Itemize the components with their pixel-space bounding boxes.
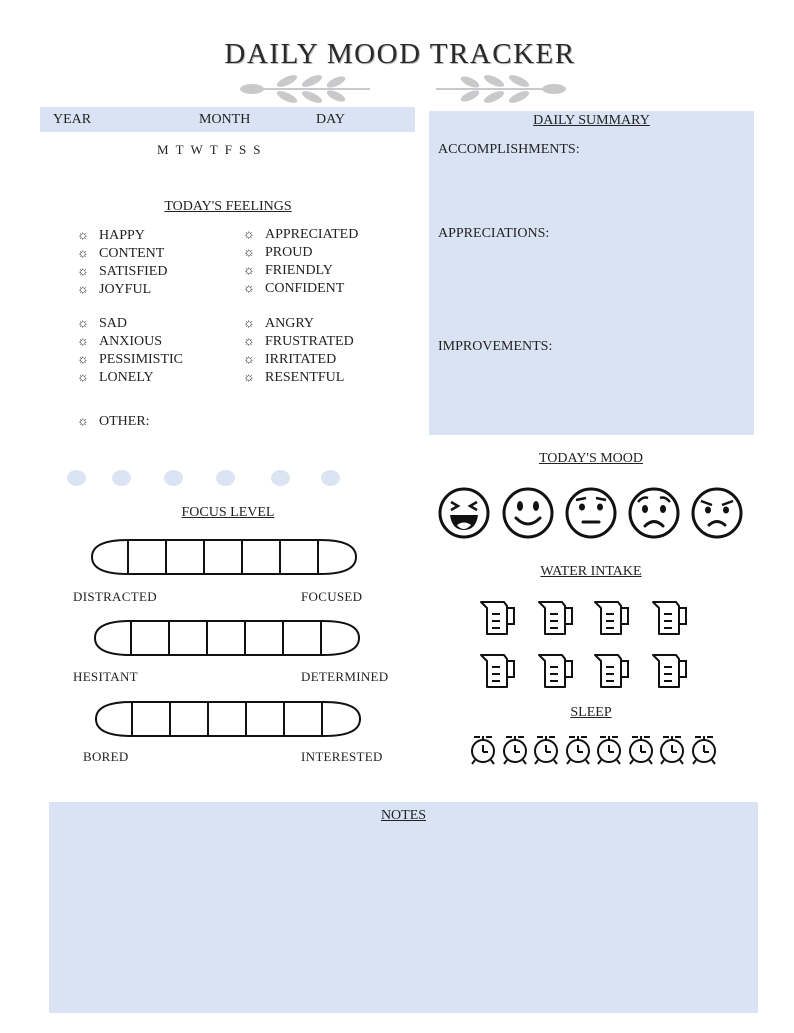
neutral-face-icon[interactable] [564, 485, 618, 541]
alarm-clock-icon[interactable] [468, 734, 498, 771]
laughing-face-icon[interactable] [437, 485, 491, 541]
focus-scale-1-left-label: DISTRACTED [73, 589, 157, 604]
alarm-clock-icon[interactable] [594, 734, 624, 771]
measuring-cup-icon[interactable] [592, 598, 632, 643]
focus-scale-2-left-label: HESITANT [73, 669, 138, 684]
decorative-dot [112, 470, 131, 486]
daily-summary-panel [429, 111, 754, 435]
daily-summary-heading: DAILY SUMMARY [533, 113, 650, 128]
decorative-dot [67, 470, 86, 486]
sun-icon: ☼ [243, 280, 255, 295]
water-heading: WATER INTAKE [540, 564, 642, 579]
weekday-sun[interactable]: S [253, 142, 268, 157]
sun-icon: ☼ [243, 351, 255, 366]
feeling-confident[interactable]: ☼ CONFIDENT [243, 280, 345, 296]
sun-icon: ☼ [243, 333, 255, 348]
sun-icon: ☼ [243, 244, 255, 259]
feeling-appreciated[interactable]: ☼ APPRECIATED [243, 226, 359, 242]
feeling-content[interactable]: ☼ CONTENT [77, 245, 165, 261]
sun-icon: ☼ [77, 351, 89, 366]
mood-heading: TODAY'S MOOD [538, 451, 644, 466]
sun-icon: ☼ [77, 227, 89, 242]
date-bar [40, 107, 415, 132]
sun-icon: ☼ [243, 369, 255, 384]
decorative-dot [164, 470, 183, 486]
left-laurel-ornament-icon [232, 73, 372, 105]
sun-icon: ☼ [77, 281, 89, 296]
feeling-angry[interactable]: ☼ ANGRY [243, 315, 315, 331]
accomplishments-label[interactable]: ACCOMPLISHMENTS: [438, 142, 580, 157]
weekday-thu[interactable]: T [209, 142, 225, 157]
feeling-sad[interactable]: ☼ SAD [77, 315, 128, 331]
sun-icon: ☼ [77, 315, 89, 330]
decorative-dot [271, 470, 290, 486]
smiling-face-icon[interactable] [501, 485, 555, 541]
decorative-dot [321, 470, 340, 486]
year-field[interactable]: YEAR [53, 112, 92, 127]
sun-icon: ☼ [243, 262, 255, 277]
alarm-clock-icon[interactable] [563, 734, 593, 771]
feeling-pessimistic[interactable]: ☼ PESSIMISTIC [77, 351, 184, 367]
notes-panel[interactable] [49, 802, 758, 1013]
alarm-clock-icon[interactable] [531, 734, 561, 771]
weekday-row [157, 142, 267, 158]
measuring-cup-icon[interactable] [592, 651, 632, 696]
feeling-friendly[interactable]: ☼ FRIENDLY [243, 262, 333, 278]
weekday-tue[interactable]: T [175, 142, 191, 157]
alarm-clock-icon[interactable] [689, 734, 719, 771]
focus-scale-1[interactable] [90, 538, 358, 576]
measuring-cup-icon[interactable] [478, 598, 518, 643]
measuring-cup-icon[interactable] [650, 651, 690, 696]
improvements-label[interactable]: IMPROVEMENTS: [438, 339, 553, 354]
page-title: DAILY MOOD TRACKER [224, 38, 576, 70]
weekday-fri[interactable]: F [224, 142, 239, 157]
month-field[interactable]: MONTH [199, 112, 251, 127]
sun-icon: ☼ [77, 263, 89, 278]
focus-scale-1-right-label: FOCUSED [301, 589, 363, 604]
weekday-mon[interactable]: M [157, 142, 176, 157]
feelings-right-group-1 [243, 225, 358, 297]
focus-scale-3-right-label: INTERESTED [301, 749, 383, 764]
angry-face-icon[interactable] [690, 485, 744, 541]
feeling-frustrated[interactable]: ☼ FRUSTRATED [243, 333, 354, 349]
measuring-cup-icon[interactable] [536, 598, 576, 643]
feeling-lonely[interactable]: ☼ LONELY [77, 369, 154, 385]
focus-scale-3[interactable] [94, 700, 362, 738]
sun-icon: ☼ [77, 413, 89, 428]
feelings-heading: TODAY'S FEELINGS [164, 199, 292, 214]
alarm-clock-icon[interactable] [657, 734, 687, 771]
weekday-wed[interactable]: W [190, 142, 210, 157]
appreciations-label[interactable]: APPRECIATIONS: [438, 226, 550, 241]
feelings-left-group-1 [77, 226, 167, 298]
feeling-anxious[interactable]: ☼ ANXIOUS [77, 333, 162, 349]
feeling-irritated[interactable]: ☼ IRRITATED [243, 351, 337, 367]
decorative-dot [216, 470, 235, 486]
sleep-heading: SLEEP [570, 705, 612, 720]
feeling-joyful[interactable]: ☼ JOYFUL [77, 281, 152, 297]
feeling-other[interactable]: ☼ OTHER: [77, 413, 150, 429]
focus-heading: FOCUS LEVEL [181, 505, 275, 520]
focus-scale-2-right-label: DETERMINED [301, 669, 389, 684]
measuring-cup-icon[interactable] [536, 651, 576, 696]
feeling-happy[interactable]: ☼ HAPPY [77, 227, 145, 243]
sun-icon: ☼ [243, 226, 255, 241]
focus-scale-3-left-label: BORED [83, 749, 129, 764]
sun-icon: ☼ [77, 245, 89, 260]
sun-icon: ☼ [77, 333, 89, 348]
alarm-clock-icon[interactable] [626, 734, 656, 771]
focus-scale-2[interactable] [93, 619, 361, 657]
feelings-left-group-2 [77, 314, 183, 386]
feeling-resentful[interactable]: ☼ RESENTFUL [243, 369, 345, 385]
day-field[interactable]: DAY [316, 112, 346, 127]
alarm-clock-icon[interactable] [500, 734, 530, 771]
worried-face-icon[interactable] [627, 485, 681, 541]
feeling-proud[interactable]: ☼ PROUD [243, 244, 313, 260]
feelings-right-group-2 [243, 314, 354, 386]
sun-icon: ☼ [243, 315, 255, 330]
weekday-sat[interactable]: S [238, 142, 254, 157]
measuring-cup-icon[interactable] [478, 651, 518, 696]
feeling-satisfied[interactable]: ☼ SATISFIED [77, 263, 168, 279]
right-laurel-ornament-icon [434, 73, 574, 105]
measuring-cup-icon[interactable] [650, 598, 690, 643]
sun-icon: ☼ [77, 369, 89, 384]
notes-heading: NOTES [380, 808, 427, 823]
